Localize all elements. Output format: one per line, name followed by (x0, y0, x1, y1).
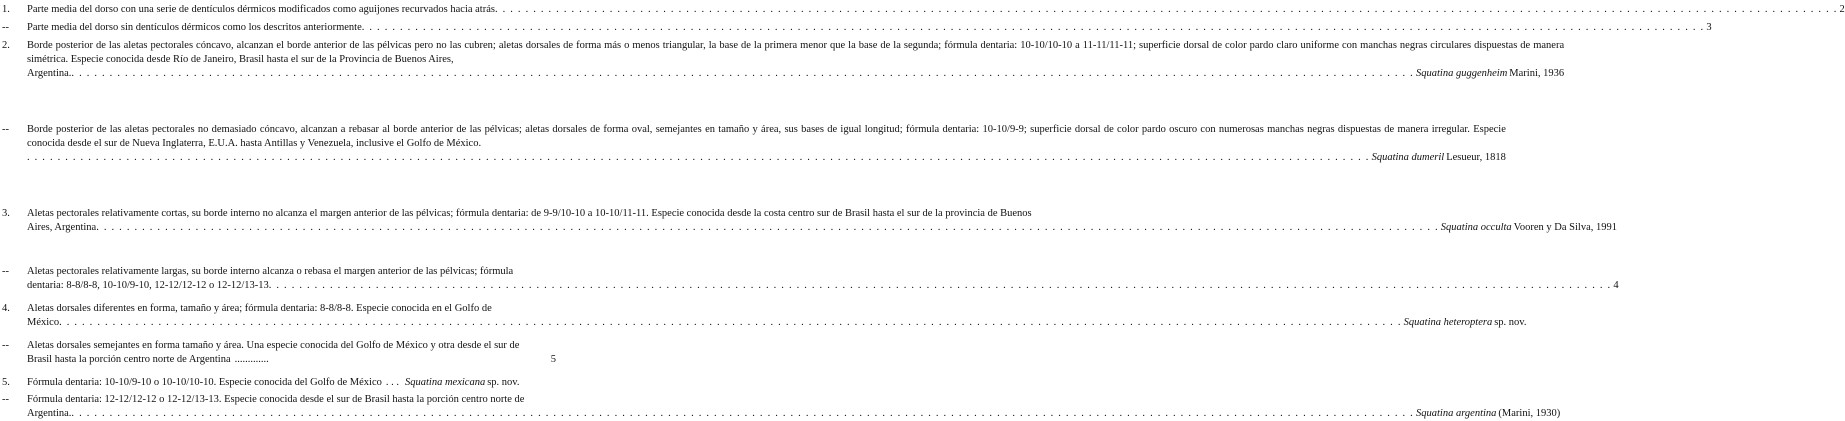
entry-lead-line (27, 279, 1619, 293)
entry-lead-line (27, 21, 1712, 35)
entry-number: -- (2, 340, 9, 351)
entry-body (27, 376, 556, 390)
entry-number: 5. (2, 377, 10, 388)
entry-body (27, 39, 1564, 82)
entry-text: Parte media del dorso sin dentículos dérmicos como los descritos anteriormente (27, 22, 362, 33)
entry-body (27, 265, 1619, 293)
entry-text: Argentina. (27, 68, 72, 80)
entry-lead-line (27, 221, 1617, 235)
entry-lead-line (27, 3, 1845, 17)
entry-text: Fórmula dentaria: 10-10/9-10 o 10-10/10-10. Especie conocida del Golfo de México (27, 377, 382, 388)
species-authority: Marini, 1936 (1509, 68, 1565, 80)
leader-dots (495, 3, 1838, 17)
next-couplet-ref: 2 (1839, 4, 1845, 15)
entry-lead-line (27, 407, 1560, 421)
next-couplet-ref: 3 (1706, 22, 1712, 33)
key-entry (0, 302, 1527, 330)
entry-body (27, 21, 1712, 35)
entry-number: -- (2, 22, 9, 33)
entry-description: Aletas pectorales relativamente largas, su borde interno alcanza o rebasa el margen anterior de las pélvicas; fórmula (27, 266, 514, 277)
entry-text: dentaria: 8-8/8-8, 10-10/9-10, 12-12/12-12 o 12-12/13-13 (27, 280, 269, 292)
entry-text: Parte media del dorso con una serie de dentículos dérmicos modificados como aguijones recurvados hacia atrás (27, 4, 495, 15)
entry-number: -- (2, 394, 9, 405)
leader-dots: ............. (234, 354, 269, 366)
species-name: Squatina mexicana (405, 377, 486, 388)
species-authority: sp. nov. (487, 377, 520, 388)
entry-number: -- (2, 124, 9, 135)
entry-text: Aires, Argentina (27, 222, 97, 234)
species-authority: (Marini, 1930) (1498, 408, 1561, 420)
species-authority: Lesueur, 1818 (1446, 152, 1506, 164)
entry-number: -- (2, 266, 9, 277)
entry-lead-line (27, 353, 556, 367)
entry-description: Borde posterior de las aletas pectorales cóncavo, alcanzan el borde anterior de las pélvicas pero no las cubren; aletas dorsales de forma más o menos triangular, la base de la primera menor que la base de la segunda; fórmula dentaria: 10-10/10-10 a 11-11/11-11; superficie dorsal de color pardo claro uniforme con manchas negras circulares dispuestas de manera simétrica. Especie conocida desde Río de Janeiro, Brasil hasta el sur de la Provincia de Buenos Aires, (27, 40, 1565, 66)
leader-dots (362, 21, 1705, 35)
entry-body (27, 339, 556, 367)
entry-number: 2. (2, 40, 10, 51)
entry-lead-line (27, 376, 556, 390)
entry-description: Fórmula dentaria: 12-12/12-12 o 12-12/13-13. Especie conocida desde el sur de Brasil hasta la porción centro norte de (27, 394, 525, 405)
entry-description: Aletas dorsales semejantes en forma tamaño y área. Una especie conocida del Golfo de México y otra desde el sur de (27, 340, 520, 351)
entry-lead-line (27, 151, 1506, 165)
key-entry (0, 123, 1506, 166)
key-entry (0, 265, 1619, 293)
entry-description: Borde posterior de las aletas pectorales no demasiado cóncavo, alcanzan a rebasar al borde anterior de las pélvicas; aletas dorsales de forma oval, semejantes en tamaño y área, sus bases de igual longitud; fórmula dentaria: 10-10/9-9; superficie dorsal de color pardo oscuro con numerosas manchas negras dispuestas de manera irregular. Especie conocida desde el sur de Nueva Inglaterra, E.U.A. hasta Antillas y Venezuela, inclusive el Golfo de México. (27, 124, 1506, 150)
species-name: Squatina guggenheim (1416, 68, 1508, 80)
entry-body (27, 302, 1527, 330)
entry-body (27, 393, 1560, 421)
entry-number: 3. (2, 208, 10, 219)
entry-body (27, 3, 1845, 17)
entry-description: Aletas pectorales relativamente cortas, su borde interno no alcanza el margen anterior de las pélvicas; fórmula dentaria: de 9-9/10-10 a 10-10/11-11. Especie conocida desde la costa centro sur de Brasil hasta el sur de la provincia de Buenos (27, 208, 1032, 219)
key-entry (0, 21, 1712, 35)
next-couplet-ref: 5 (550, 354, 556, 366)
species-name: Squatina argentina (1416, 408, 1497, 420)
entry-number: 1. (2, 4, 10, 15)
species-authority: Vooren y Da Silva, 1991 (1513, 222, 1618, 234)
species-name: Squatina heteroptera (1403, 317, 1493, 329)
entry-text: Brasil hasta la porción centro norte de Argentina (27, 354, 231, 366)
entry-body (27, 123, 1506, 166)
leader-dots (27, 151, 1370, 165)
species-name: Squatina occulta (1440, 222, 1512, 234)
key-entry (0, 3, 1845, 17)
leader-dots (269, 279, 1612, 293)
entry-number: 4. (2, 303, 10, 314)
entry-text: México (27, 317, 60, 329)
entry-description: Aletas dorsales diferentes en forma, tamaño y área; fórmula dentaria: 8-8/8-8. Especie conocida en el Golfo de (27, 303, 492, 314)
key-entry (0, 339, 556, 367)
entry-body (27, 207, 1617, 235)
key-entry (0, 393, 1561, 421)
leader-dots (71, 407, 1414, 421)
key-entry (0, 376, 556, 390)
leader-dots (96, 221, 1439, 235)
entry-text: Argentina. (27, 408, 72, 420)
species-name: Squatina dumeril (1371, 152, 1445, 164)
leader-dots: . . . (385, 377, 399, 388)
key-entry (0, 39, 1565, 82)
entry-lead-line (27, 67, 1564, 81)
entry-lead-line (27, 316, 1527, 330)
leader-dots (71, 67, 1414, 81)
next-couplet-ref: 4 (1613, 280, 1619, 292)
species-authority: sp. nov. (1494, 317, 1527, 329)
leader-dots (59, 316, 1402, 330)
key-entry (0, 207, 1618, 235)
